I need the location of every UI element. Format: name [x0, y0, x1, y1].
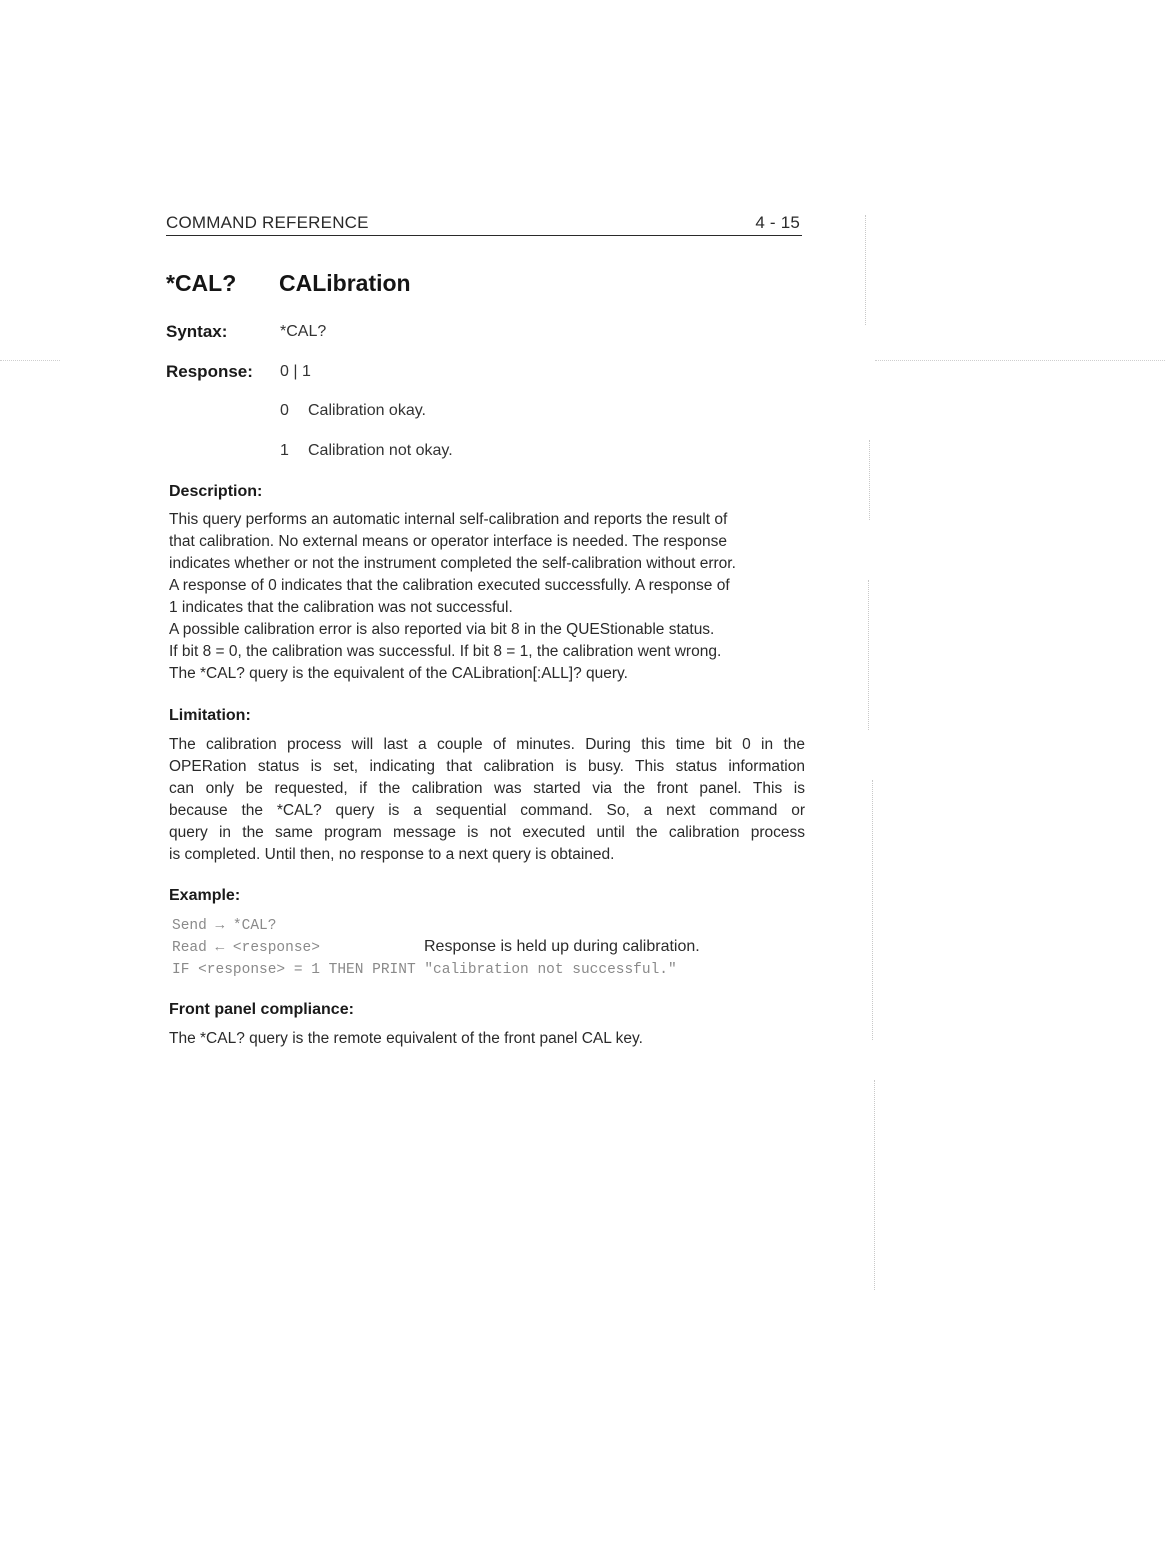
- text-line: This query performs an automatic internal self-calibration and reports the result of: [169, 511, 728, 528]
- response-code: 1: [280, 442, 289, 459]
- scan-mark: [875, 360, 1165, 361]
- scan-mark: [865, 215, 866, 325]
- scan-mark: [872, 780, 873, 1040]
- example-code-line: IF <response> = 1 THEN PRINT "calibration not successful.": [172, 962, 677, 978]
- example-heading: Example:: [169, 887, 241, 904]
- front-panel-heading: Front panel compliance:: [169, 1001, 354, 1018]
- text-line: A response of 0 indicates that the calibration executed successfully. A response of: [169, 577, 730, 594]
- text-line: If bit 8 = 0, the calibration was successful. If bit 8 = 1, the calibration went wrong.: [169, 643, 722, 660]
- text-line: is completed. Until then, no response to a next query is obtained.: [169, 846, 615, 863]
- text-line: OPERation status is set, indicating that calibration is busy. This status information: [169, 758, 805, 775]
- scan-mark: [869, 440, 870, 520]
- response-text: Calibration okay.: [308, 402, 426, 419]
- response-item: [280, 442, 453, 460]
- response-text: Calibration not okay.: [308, 442, 453, 459]
- response-value: 0 | 1: [280, 363, 311, 380]
- description-heading: Description:: [169, 483, 263, 500]
- limitation-heading: Limitation:: [169, 707, 251, 724]
- front-panel-text: The *CAL? query is the remote equivalent of the front panel CAL key.: [169, 1030, 643, 1047]
- header-page-number: 4 - 15: [755, 213, 800, 232]
- text-line: because the *CAL? query is a sequential command. So, a next command or: [169, 802, 805, 819]
- response-item: [280, 402, 426, 420]
- text-line: The calibration process will last a couple of minutes. During this time bit 0 in the: [169, 736, 805, 753]
- description-paragraph: [169, 509, 805, 685]
- scan-mark: [874, 1080, 875, 1290]
- text-line: 1 indicates that the calibration was not successful.: [169, 599, 513, 616]
- text-line: indicates whether or not the instrument completed the self-calibration without error.: [169, 555, 736, 572]
- scan-mark: [0, 360, 60, 361]
- example-comment: Response is held up during calibration.: [424, 938, 700, 955]
- text-line: that calibration. No external means or operator interface is needed. The response: [169, 533, 728, 550]
- header-section-title: COMMAND REFERENCE: [166, 213, 369, 232]
- syntax-value: *CAL?: [280, 323, 327, 340]
- response-code: 0: [280, 402, 289, 419]
- text-line: can only be requested, if the calibration was started via the front panel. This is: [169, 780, 805, 797]
- example-code-line: Read ← <response>: [172, 940, 320, 956]
- page-header: [166, 211, 802, 236]
- response-label: Response:: [166, 362, 253, 381]
- scan-mark: [868, 580, 869, 730]
- text-line: A possible calibration error is also reported via bit 8 in the QUEStionable status.: [169, 621, 715, 638]
- text-line: query in the same program message is not executed until the calibration process: [169, 824, 805, 841]
- text-line: The *CAL? query is the equivalent of the CALibration[:ALL]? query.: [169, 665, 628, 682]
- limitation-paragraph: [169, 734, 805, 866]
- command-name: CALibration: [279, 270, 411, 296]
- syntax-label: Syntax:: [166, 322, 228, 341]
- command-mnemonic: *CAL?: [166, 270, 237, 296]
- example-code-line: Send → *CAL?: [172, 918, 277, 934]
